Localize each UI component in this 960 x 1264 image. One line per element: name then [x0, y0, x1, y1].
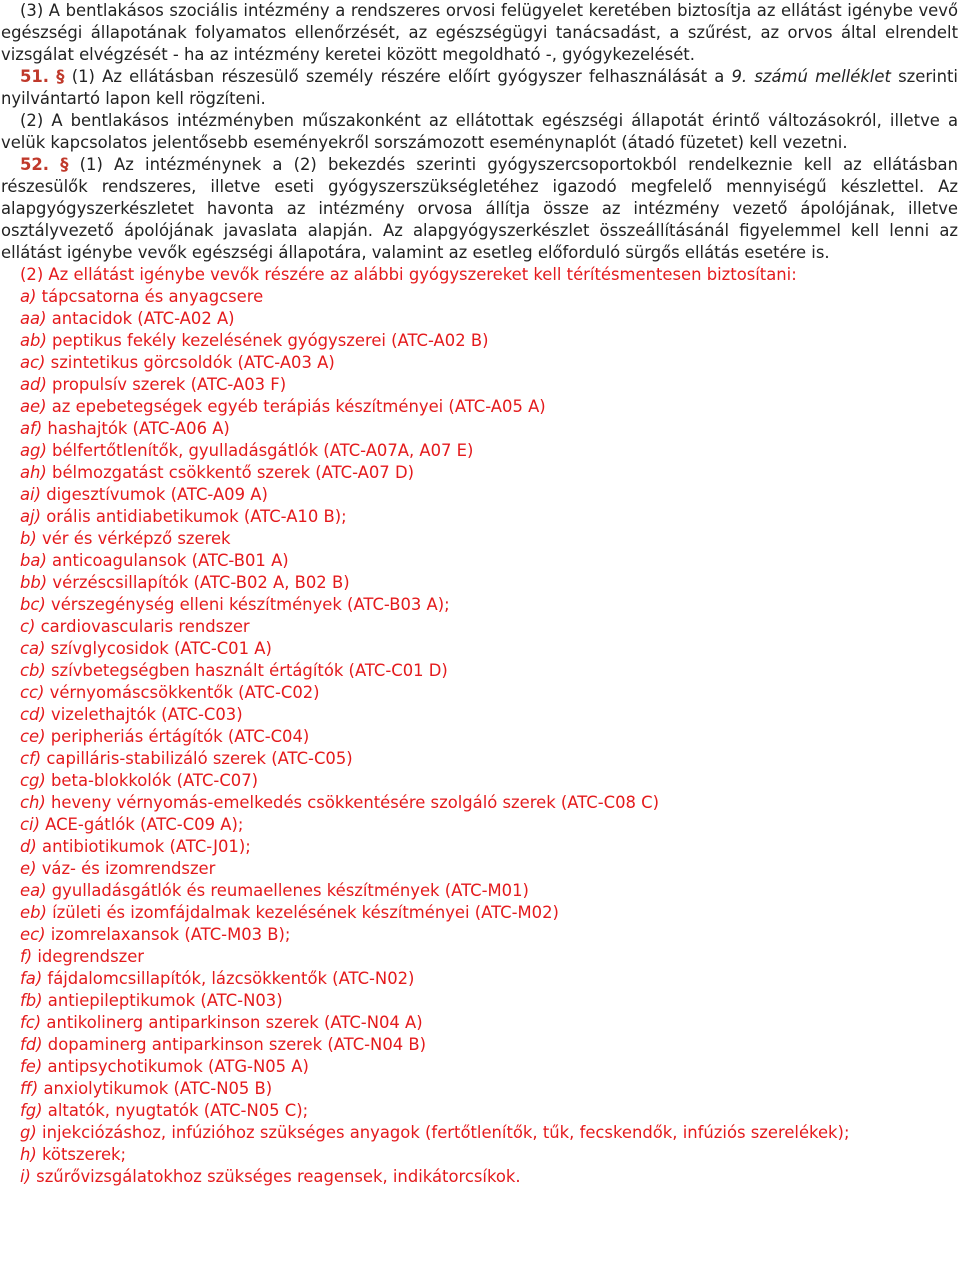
list-item — [20, 308, 958, 330]
list-item-text: cardiovascularis rendszer — [35, 617, 250, 636]
list-item — [20, 550, 958, 572]
section-number-52: 52. — [20, 155, 50, 174]
list-item-text: propulsív szerek (ATC-A03 F) — [46, 375, 287, 394]
list-item-key: d) — [20, 837, 37, 856]
list-item-key: h) — [20, 1145, 37, 1164]
list-item-text: peripheriás értágítók (ATC-C04) — [45, 727, 310, 746]
list-item-text: vér és vérképző szerek — [36, 529, 231, 548]
list-item-text: vérzéscsillapítók (ATC-B02 A, B02 B) — [47, 573, 350, 592]
list-item-key: cd) — [20, 705, 46, 724]
list-item — [20, 946, 958, 968]
list-item-text: bélmozgatást csökkentő szerek (ATC-A07 D) — [46, 463, 414, 482]
list-item-text: dopaminerg antiparkinson szerek (ATC-N04 B) — [42, 1035, 427, 1054]
list-item — [20, 1122, 958, 1144]
list-item-key: e) — [20, 859, 37, 878]
list-item-text: antipsychotikumok (ATG-N05 A) — [42, 1057, 309, 1076]
list-item — [20, 990, 958, 1012]
list-item-key: bb) — [20, 573, 48, 592]
list-item-key: ce) — [20, 727, 46, 746]
list-item — [20, 660, 958, 682]
list-item-key: b) — [20, 529, 37, 548]
list-item — [20, 418, 958, 440]
list-item-key: g) — [20, 1123, 37, 1142]
list-item-text: beta-blokkolók (ATC-C07) — [45, 771, 259, 790]
list-item-text: heveny vérnyomás-emelkedés csökkentésére szolgáló szerek (ATC-C08 C) — [45, 793, 660, 812]
list-item-key: cf) — [20, 749, 42, 768]
list-item-text: szintetikus görcsoldók (ATC-A03 A) — [45, 353, 335, 372]
paragraph-52-2: (2) Az ellátást igénybe vevők részére az alábbi gyógyszereket kell térítésmentesen biztosítani: — [20, 265, 797, 284]
list-item-key: ff) — [20, 1079, 39, 1098]
list-item — [20, 682, 958, 704]
list-item-text: vérszegénység elleni készítmények (ATC-B03 A); — [45, 595, 450, 614]
list-item-text: vizelethajtók (ATC-C03) — [45, 705, 243, 724]
list-item — [20, 1056, 958, 1078]
list-item — [20, 594, 958, 616]
list-item-key: ci) — [20, 815, 40, 834]
list-item-key: ch) — [20, 793, 46, 812]
list-item-key: ab) — [20, 331, 47, 350]
list-item-key: ag) — [20, 441, 47, 460]
list-item — [20, 352, 958, 374]
list-item — [20, 374, 958, 396]
list-item-key: ca) — [20, 639, 46, 658]
list-item-key: cg) — [20, 771, 46, 790]
list-item-text: anxiolytikumok (ATC-N05 B) — [38, 1079, 273, 1098]
list-item-text: tápcsatorna és anyagcsere — [36, 287, 264, 306]
list-item — [20, 330, 958, 352]
list-item-key: eb) — [20, 903, 47, 922]
list-item-text: ízületi és izomfájdalmak kezelésének készítményei (ATC-M02) — [46, 903, 559, 922]
list-item-key: fd) — [20, 1035, 43, 1054]
list-item-key: aj) — [20, 507, 41, 526]
paragraph-51-1 — [1, 66, 958, 110]
list-item-key: ai) — [20, 485, 41, 504]
paragraph-50-3: (3) A bentlakásos szociális intézmény a rendszeres orvosi felügyelet keretében biztosítja az ellátást igénybe vevő egészségi állapotának folyamatos ellenőrzését, az egészségügyi tanácsadást, a szűrést, az orvos által elrendelt vizsgálat elvégzését - ha az intézmény keretei között megoldható -, gyógykezelését. — [1, 1, 958, 64]
list-item-text: antiepileptikumok (ATC-N03) — [42, 991, 283, 1010]
list-item — [20, 1078, 958, 1100]
annex-reference: 9. számú melléklet — [731, 67, 891, 86]
list-item-text: anticoagulansok (ATC-B01 A) — [46, 551, 289, 570]
list-item — [20, 286, 958, 308]
list-item-text: szívglycosidok (ATC-C01 A) — [45, 639, 272, 658]
list-item-text: bélfertőtlenítők, gyulladásgátlók (ATC-A07A, A07 E) — [46, 441, 474, 460]
list-item — [20, 1166, 958, 1188]
list-item — [20, 1144, 958, 1166]
list-item-key: c) — [20, 617, 36, 636]
list-item — [20, 1034, 958, 1056]
list-item-text: izomrelaxansok (ATC-M03 B); — [45, 925, 291, 944]
list-item-text: antibiotikumok (ATC-J01); — [36, 837, 251, 856]
list-item-text: kötszerek; — [36, 1145, 127, 1164]
list-item-text: fájdalomcsillapítók, lázcsökkentők (ATC-N02) — [42, 969, 415, 988]
list-item — [20, 924, 958, 946]
list-item — [20, 440, 958, 462]
list-item — [20, 484, 958, 506]
section-number-51: 51. — [20, 67, 50, 86]
paragraph-51-1-text-b: szerinti nyilvántartó lapon kell rögzíteni. — [1, 67, 958, 108]
list-item-key: ea) — [20, 881, 47, 900]
list-item — [20, 616, 958, 638]
list-item — [20, 528, 958, 550]
list-item-text: antikolinerg antiparkinson szerek (ATC-N04 A) — [41, 1013, 423, 1032]
paragraph-51-2: (2) A bentlakásos intézményben műszakonként az ellátottak egészségi állapotát érintő változásokról, illetve a velük kapcsolatos jelentősebb eseményekről sorszámozott eseménynaplót (átadó füzetet) kell vezetni. — [1, 111, 958, 152]
paragraph-52-1-text-b: Az alapgyógyszerkészletet havonta az intézmény orvosa állítja össze az intézmény vezető ápolójának, illetve osztályvezető ápolójának javaslata alapján. Az alapgyógyszerkészlet összeállításánál figyelemmel kell lenni az ellátást igénybe vevők egészségi állapotára, valamint az esetleg előforduló sürgős ellátás esetére is. — [1, 177, 958, 262]
list-item — [20, 638, 958, 660]
list-item-key: f) — [20, 947, 33, 966]
list-item-key: fg) — [20, 1101, 43, 1120]
list-item-text: szűrővizsgálatokhoz szükséges reagensek, indikátorcsíkok. — [30, 1167, 521, 1186]
list-item-key: fe) — [20, 1057, 43, 1076]
list-item — [20, 726, 958, 748]
list-item — [20, 858, 958, 880]
list-item-text: gyulladásgátlók és reumaellenes készítmények (ATC-M01) — [46, 881, 529, 900]
list-item-text: injekciózáshoz, infúzióhoz szükséges anyagok (fertőtlenítők, tűk, fecskendők, infúziós szerelékek); — [36, 1123, 850, 1142]
list-item-key: af) — [20, 419, 43, 438]
section-sign-link-51[interactable]: § — [56, 67, 65, 86]
list-item-key: cb) — [20, 661, 46, 680]
list-item — [20, 506, 958, 528]
list-item-key: fc) — [20, 1013, 42, 1032]
list-item-key: cc) — [20, 683, 45, 702]
list-item-key: bc) — [20, 595, 46, 614]
paragraph-52-1 — [1, 154, 958, 264]
list-item-text: hashajtók (ATC-A06 A) — [42, 419, 230, 438]
paragraph-52-1-text-a: (1) Az intézménynek a (2) bekezdés szerinti gyógyszercsoportokból rendelkeznie kell az ellátásban részesülők rendszeres, illetve eseti gyógyszerszükségletéhez igazodó megfelelő mennyiségű készlettel. — [1, 155, 958, 196]
list-item — [20, 1012, 958, 1034]
list-item-text: peptikus fekély kezelésének gyógyszerei (ATC-A02 B) — [46, 331, 489, 350]
list-item — [20, 462, 958, 484]
list-item-text: altatók, nyugtatók (ATC-N05 C); — [42, 1101, 309, 1120]
list-item — [20, 814, 958, 836]
list-item — [20, 396, 958, 418]
list-item — [20, 572, 958, 594]
list-item-text: vérnyomáscsökkentők (ATC-C02) — [44, 683, 320, 702]
list-item-key: aa) — [20, 309, 47, 328]
list-item-key: ad) — [20, 375, 47, 394]
list-item — [20, 704, 958, 726]
list-item — [20, 1100, 958, 1122]
list-item-text: ACE-gátlók (ATC-C09 A); — [39, 815, 244, 834]
list-item-key: fa) — [20, 969, 43, 988]
list-item-key: ah) — [20, 463, 47, 482]
list-item — [20, 836, 958, 858]
medication-list — [1, 286, 958, 1188]
list-item-key: ba) — [20, 551, 47, 570]
list-item-key: ae) — [20, 397, 47, 416]
list-item-text: szívbetegségben használt értágítók (ATC-C01 D) — [45, 661, 448, 680]
list-item — [20, 792, 958, 814]
list-item-key: fb) — [20, 991, 43, 1010]
list-item-text: capilláris-stabilizáló szerek (ATC-C05) — [41, 749, 353, 768]
list-item-key: i) — [20, 1167, 31, 1186]
list-item-text: antacidok (ATC-A02 A) — [46, 309, 235, 328]
list-item — [20, 770, 958, 792]
paragraph-51-1-text-a: (1) Az ellátásban részesülő személy részére előírt gyógyszer felhasználását a — [71, 67, 732, 86]
list-item-text: orális antidiabetikumok (ATC-A10 B); — [41, 507, 347, 526]
list-item — [20, 880, 958, 902]
list-item-text: váz- és izomrendszer — [36, 859, 216, 878]
list-item — [20, 902, 958, 924]
list-item-key: ac) — [20, 353, 46, 372]
list-item-text: idegrendszer — [32, 947, 145, 966]
list-item-text: az epebetegségek egyéb terápiás készítményei (ATC-A05 A) — [46, 397, 546, 416]
list-item-key: a) — [20, 287, 37, 306]
list-item-text: digesztívumok (ATC-A09 A) — [41, 485, 268, 504]
list-item — [20, 968, 958, 990]
list-item-key: ec) — [20, 925, 46, 944]
section-sign-link-52[interactable]: § — [60, 155, 69, 174]
list-item — [20, 748, 958, 770]
